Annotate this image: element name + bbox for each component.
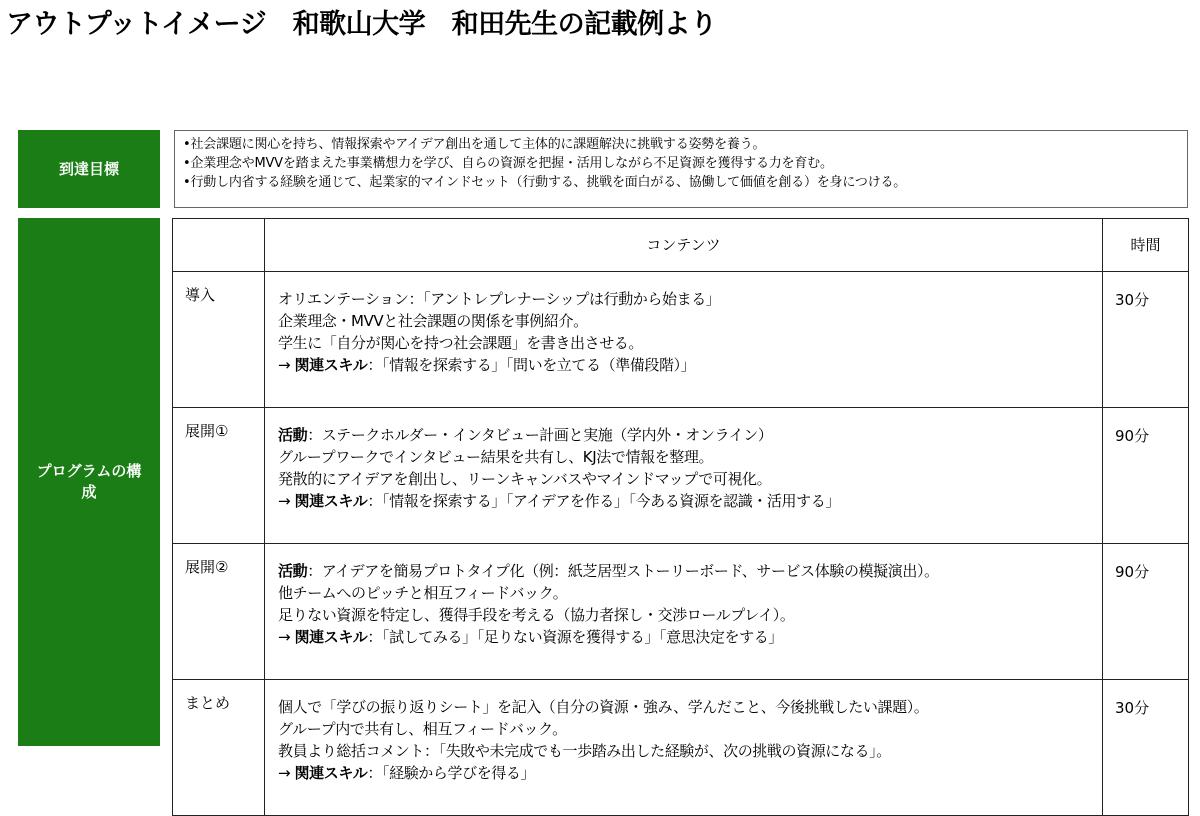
content-line: 企業理念・MVVと社会課題の関係を事例紹介。: [278, 312, 588, 330]
content-cell: [265, 544, 1103, 680]
skill-keyword: 関連スキル: [294, 628, 368, 646]
skill-line: → 関連スキル：「情報を探索する」「問いを立てる（準備段階）」: [278, 356, 696, 374]
program-table: [172, 218, 1189, 816]
skill-keyword: 関連スキル: [294, 356, 368, 374]
time-value: 30分: [1103, 272, 1189, 408]
stage-label: 展開②: [173, 544, 265, 680]
goal-item: •行動し内省する経験を通じて、起業家的マインドセット（行動する、挑戦を面白がる、協働して価値を創る）を身につける。: [183, 175, 907, 190]
goal-item: •企業理念やMVVを踏まえた事業構想力を学び、自らの資源を把握・活用しながら不足資源を獲得する力を育む。: [183, 156, 833, 171]
time-value: 30分: [1103, 680, 1189, 816]
stage-label: まとめ: [173, 680, 265, 816]
skill-line: → 関連スキル：「試してみる」「足りない資源を獲得する」「意思決定をする」: [278, 628, 783, 646]
table-row: [173, 408, 1189, 544]
table-header-row: [173, 219, 1189, 272]
content-line: グループ内で共有し、相互フィードバック。: [278, 720, 567, 738]
goal-item: •社会課題に関心を持ち、情報探索やアイデア創出を通して主体的に課題解決に挑戦する姿勢を養う。: [183, 137, 766, 152]
table-row: [173, 680, 1189, 816]
activity-line: 活動：アイデアを簡易プロトタイプ化（例：紙芝居型ストーリーボード、サービス体験の模擬演出）。: [278, 562, 939, 580]
content-line: 学生に「自分が関心を持つ社会課題」を書き出させる。: [278, 334, 644, 352]
content-line: 他チームへのピッチと相互フィードバック。: [278, 584, 568, 602]
arrow-icon: →: [278, 356, 295, 374]
activity-line: 活動：ステークホルダー・インタビュー計画と実施（学内外・オンライン）: [278, 426, 773, 444]
header-stage-cell: [173, 219, 265, 272]
skill-keyword: 関連スキル: [294, 764, 368, 782]
activity-keyword: 活動: [278, 562, 308, 580]
goals-box: [174, 130, 1188, 208]
program-label: プログラムの構成: [18, 218, 160, 746]
content-cell: [265, 680, 1103, 816]
content-line: 個人で「学びの振り返りシート」を記入（自分の資源・強み、学んだこと、今後挑戦したい課題）。: [278, 698, 929, 716]
activity-keyword: 活動: [278, 426, 308, 444]
table-row: [173, 544, 1189, 680]
arrow-icon: →: [278, 628, 295, 646]
content-line: 発散的にアイデアを創出し、リーンキャンバスやマインドマップで可視化。: [278, 470, 772, 488]
stage-label: 展開①: [173, 408, 265, 544]
page-title: アウトプットイメージ 和歌山大学 和田先生の記載例より: [6, 9, 717, 40]
arrow-icon: →: [278, 764, 295, 782]
content-line: オリエンテーション：「アントレプレナーシップは行動から始まる」: [278, 290, 721, 308]
arrow-icon: →: [278, 492, 295, 510]
time-value: 90分: [1103, 408, 1189, 544]
skill-line: → 関連スキル：「経験から学びを得る」: [278, 764, 536, 782]
stage-label: 導入: [173, 272, 265, 408]
goal-label: 到達目標: [18, 130, 160, 208]
time-value: 90分: [1103, 544, 1189, 680]
header-content: コンテンツ: [265, 219, 1103, 272]
content-cell: [265, 272, 1103, 408]
content-line: 足りない資源を特定し、獲得手段を考える（協力者探し・交渉ロールプレイ）。: [278, 606, 795, 624]
content-cell: [265, 408, 1103, 544]
header-time: 時間: [1103, 219, 1189, 272]
content-line: グループワークでインタビュー結果を共有し、KJ法で情報を整理。: [278, 448, 714, 466]
content-line: 教員より総括コメント：「失敗や未完成でも一歩踏み出した経験が、次の挑戦の資源になる」。: [278, 742, 891, 760]
skill-keyword: 関連スキル: [294, 492, 368, 510]
table-row: [173, 272, 1189, 408]
skill-line: → 関連スキル：「情報を探索する」「アイデアを作る」「今ある資源を認識・活用する」: [278, 492, 840, 510]
